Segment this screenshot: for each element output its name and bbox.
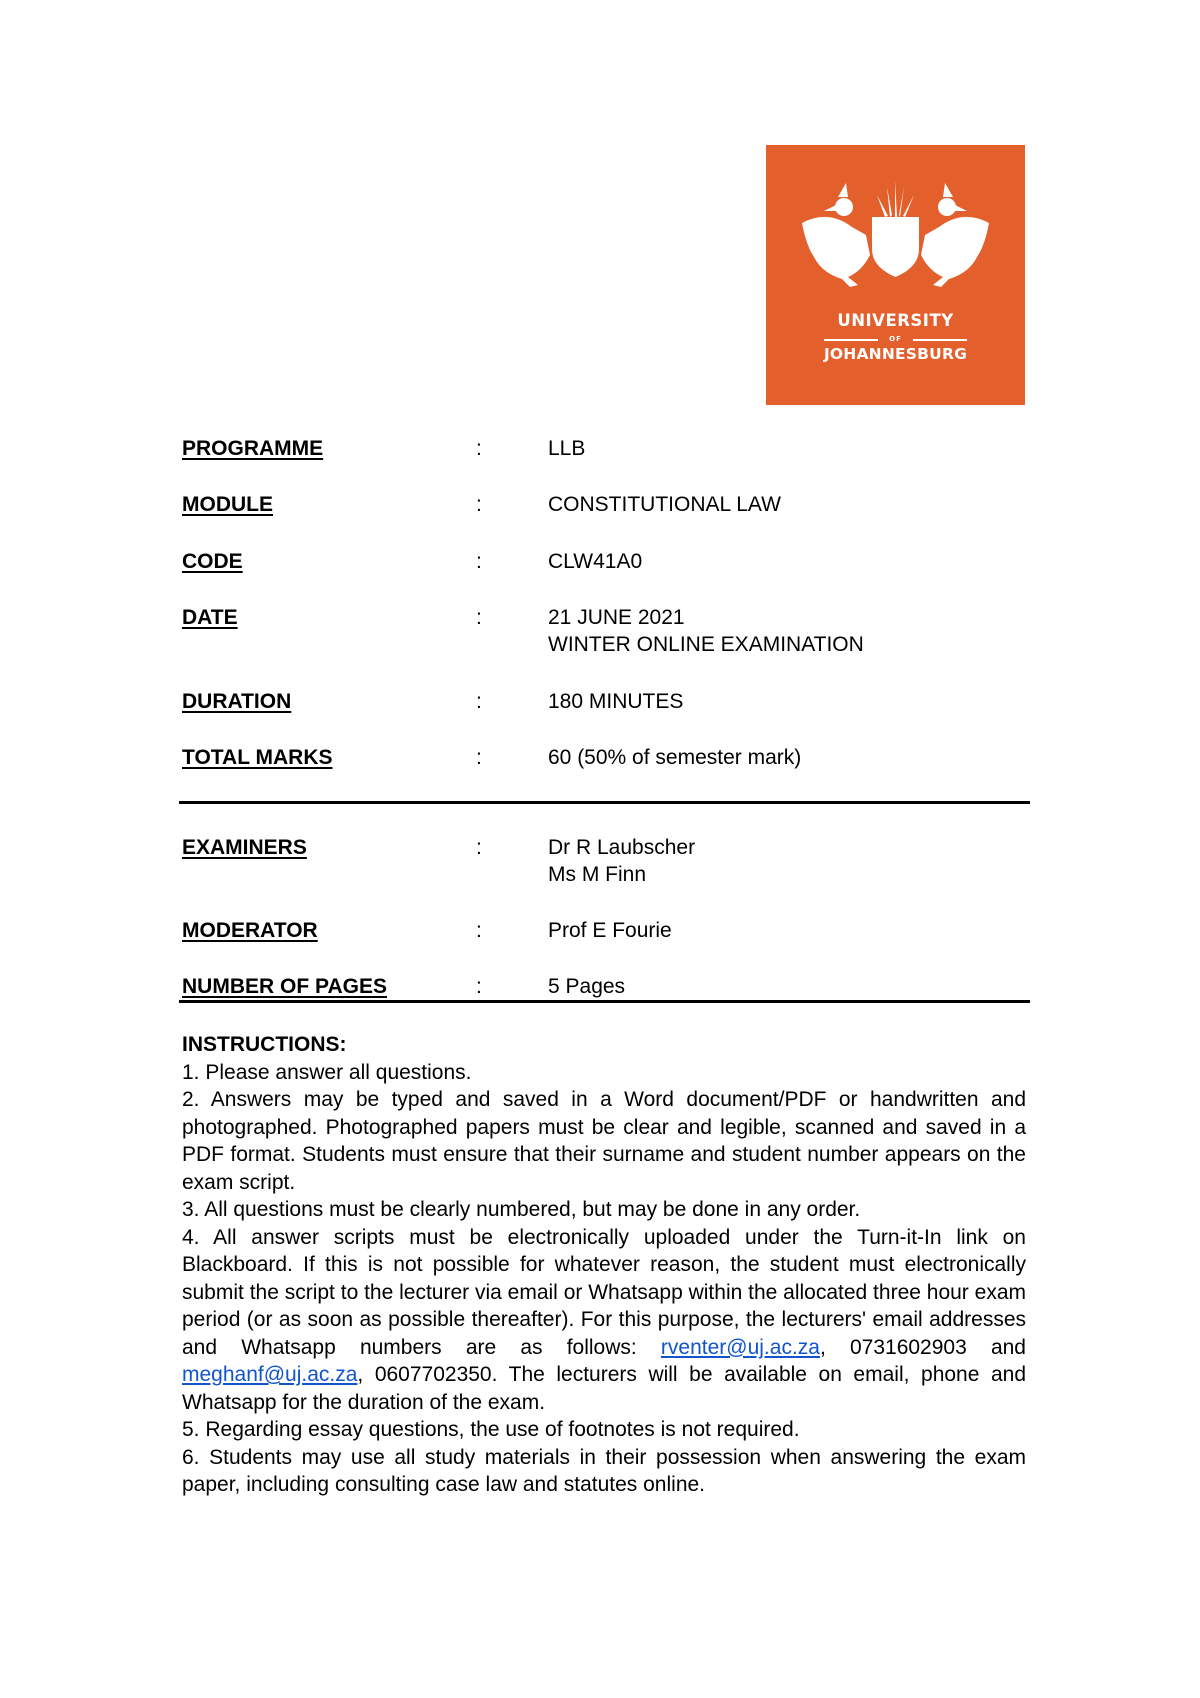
examiners-label: EXAMINERS	[182, 836, 307, 859]
duration-colon: :	[476, 690, 482, 713]
date-label: DATE	[182, 606, 238, 629]
module-colon: :	[476, 493, 482, 516]
divider-bottom	[179, 1000, 1030, 1003]
instructions-heading: INSTRUCTIONS:	[182, 1033, 347, 1056]
date-colon: :	[476, 606, 482, 629]
code-value: CLW41A0	[548, 550, 643, 573]
logo-line-johannesburg: JOHANNESBURG	[823, 345, 968, 363]
phone-1-text: , 0731602903 and	[819, 1335, 1026, 1359]
pages-value: 5 Pages	[548, 975, 626, 998]
moderator-colon: :	[476, 919, 482, 942]
programme-colon: :	[476, 437, 482, 460]
total-marks-label: TOTAL MARKS	[182, 746, 333, 769]
total-marks-colon: :	[476, 746, 482, 769]
date-value: 21 JUNE 2021	[548, 606, 685, 629]
logo-rule-right	[913, 339, 967, 341]
moderator-label: MODERATOR	[182, 919, 318, 942]
duration-value: 180 MINUTES	[548, 690, 684, 713]
date-value-session: WINTER ONLINE EXAMINATION	[548, 633, 864, 656]
instruction-item-4-tail: , 0607702350. The lecturers will be available on email, phone and Whatsapp for the duration of the exam.	[182, 1363, 1026, 1414]
module-value: CONSTITUTIONAL LAW	[548, 493, 781, 516]
twin-birds-crest-icon	[766, 145, 1025, 405]
duration-label: DURATION	[182, 690, 292, 713]
instructions-section	[182, 1031, 1026, 1499]
module-label: MODULE	[182, 493, 273, 516]
code-label: CODE	[182, 550, 243, 573]
moderator-value: Prof E Fourie	[548, 919, 672, 942]
instruction-item-2: 2. Answers may be typed and saved in a Word document/PDF or handwritten and photographed. Photographed papers must be clear and legible, scanned and saved in a PDF format. Students must ensure that their surname and student number appears on the exam script.	[182, 1088, 1026, 1194]
logo-line-university: UNIVERSITY	[837, 311, 954, 330]
instruction-item-6: 6. Students may use all study materials in their possession when answering the exam paper, including consulting case law and statutes online.	[182, 1445, 1026, 1496]
programme-label: PROGRAMME	[182, 437, 324, 460]
logo-line-of: OF	[889, 335, 902, 343]
pages-colon: :	[476, 975, 482, 998]
divider-top	[179, 801, 1030, 804]
university-logo	[766, 145, 1025, 405]
programme-value: LLB	[548, 437, 586, 460]
instruction-item-4-text: 4. All answer scripts must be electronically uploaded under the Turn-it-In link on Blackboard. If this is not possible for whatever reason, the student must electronically submit the script to the lecturer via email or Whatsapp within the allocated three hour exam period (or as soon as possible thereafter). For this purpose, the lecturers' email addresses and Whatsapp numbers are as follows:	[182, 1225, 1026, 1359]
pages-label: NUMBER OF PAGES	[182, 975, 387, 998]
email-link-rventer[interactable]: rventer@uj.ac.za	[660, 1335, 820, 1359]
instruction-item-4	[182, 1224, 1026, 1417]
examiners-value-1: Dr R Laubscher	[548, 836, 696, 859]
total-marks-value: 60 (50% of semester mark)	[548, 746, 802, 769]
email-link-meghanf[interactable]: meghanf@uj.ac.za	[182, 1363, 358, 1386]
examiners-colon: :	[476, 836, 482, 859]
instruction-item-1: 1. Please answer all questions.	[182, 1060, 472, 1084]
examiners-value-2: Ms M Finn	[548, 863, 647, 886]
instruction-item-3: 3. All questions must be clearly numbered, but may be done in any order.	[182, 1198, 861, 1221]
code-colon: :	[476, 550, 482, 573]
instruction-item-5: 5. Regarding essay questions, the use of footnotes is not required.	[182, 1418, 800, 1441]
